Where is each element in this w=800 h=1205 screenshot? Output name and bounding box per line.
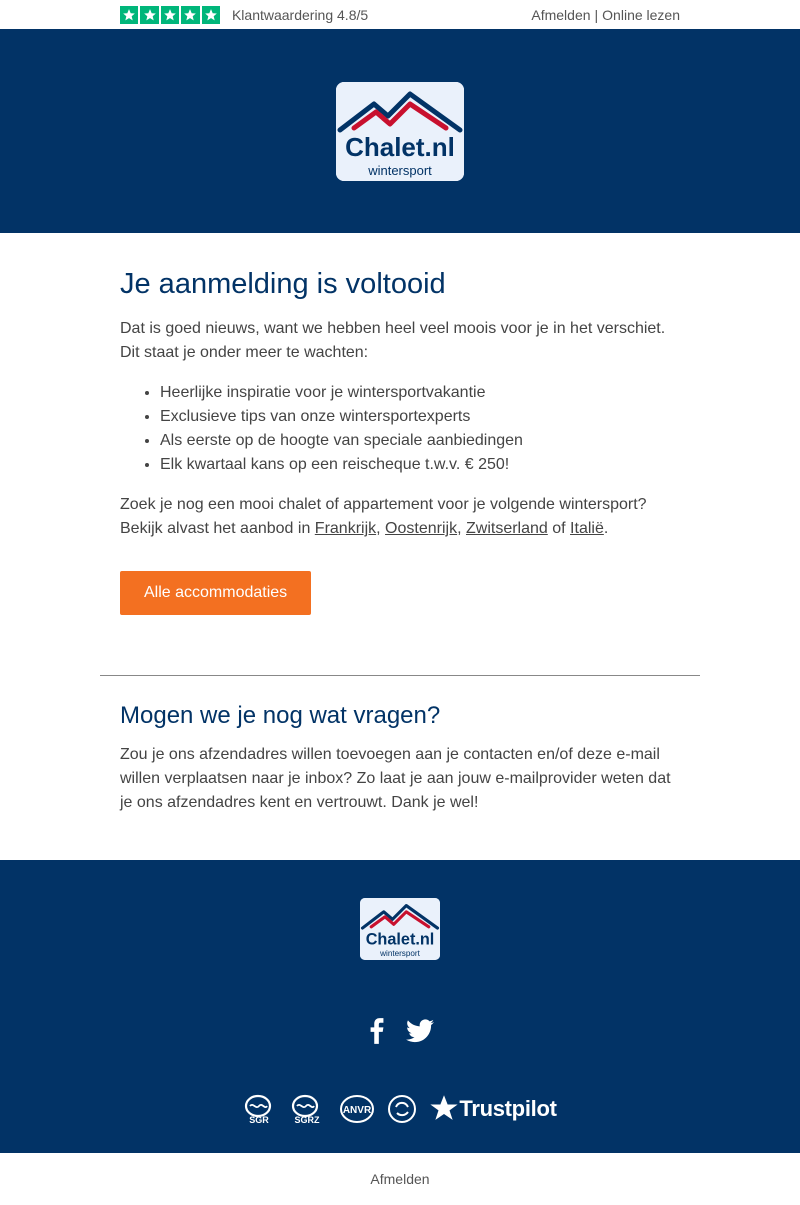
sgrz-label: SGRZ <box>294 1115 320 1124</box>
section-body: Zou je ons afzendadres willen toevoegen aan je contacten en/of deze e-mail willen verplaatsen naar je inbox? Zo laat je aan jouw e-mailprovider weten dat je ons afzendadres kent en vertrouwt. Dank je wel! <box>120 746 671 811</box>
trustpilot-label: Trustpilot <box>459 1096 557 1121</box>
list-item: • Exclusieve tips van onze wintersportexperts <box>160 405 680 429</box>
top-bar <box>0 0 800 29</box>
period: . <box>603 520 609 537</box>
logo-wordmark: Chalet.nl <box>365 930 435 949</box>
comma: , <box>376 520 381 537</box>
sgrz-badge <box>287 1094 327 1124</box>
country-link-france[interactable]: Frankrijk <box>314 520 377 537</box>
star-icon <box>161 6 179 24</box>
link-separator: | <box>594 6 599 23</box>
country-link-italy[interactable]: Italië <box>570 520 604 537</box>
footer-unsubscribe-link[interactable]: Afmelden <box>370 1171 430 1187</box>
intro-text: Dat is goed nieuws, want we hebben heel veel moois voor je in het verschiet. Dit staat je onder meer te wachten: <box>120 320 666 361</box>
browse-prefix: Bekijk alvast het aanbod in <box>120 520 311 537</box>
anvr-badge <box>339 1094 375 1124</box>
trustpilot-star-icon <box>429 1094 459 1124</box>
rating-stars <box>120 6 220 24</box>
country-link-austria[interactable]: Oostenrijk <box>385 520 458 537</box>
footer <box>0 860 800 1153</box>
list-item: • Als eerste op de hoogte van speciale aanbiedingen <box>160 429 680 453</box>
calamiteitenfonds-icon <box>387 1094 417 1124</box>
rating-text: Klantwaardering 4.8/5 <box>231 6 369 23</box>
chalet-logo[interactable] <box>336 82 464 181</box>
bottom-bar <box>0 1153 800 1205</box>
footer-chalet-logo[interactable] <box>360 898 440 960</box>
facebook-icon[interactable] <box>366 1018 388 1044</box>
header <box>0 29 800 233</box>
twitter-icon[interactable] <box>406 1018 434 1044</box>
trustpilot-badge <box>429 1094 556 1124</box>
membership-badges <box>0 1094 800 1124</box>
star-icon <box>140 6 158 24</box>
star-icon <box>120 6 138 24</box>
comma: , <box>457 520 462 537</box>
logo-tagline: wintersport <box>368 162 432 178</box>
list-item: • Heerlijke inspiratie voor je wintersportvakantie <box>160 381 680 405</box>
page-title: Je aanmelding is voltooid <box>120 268 446 300</box>
sgr-badge <box>243 1094 275 1124</box>
search-line: Zoek je nog een mooi chalet of appartement voor je volgende wintersport? <box>120 496 647 513</box>
question-section <box>0 676 800 815</box>
logo-wordmark: Chalet.nl <box>345 131 455 162</box>
section-title: Mogen we je nog wat vragen? <box>120 702 441 729</box>
main-content <box>0 233 800 615</box>
top-links <box>531 7 680 23</box>
social-links <box>0 1018 800 1044</box>
all-accommodations-button[interactable]: Alle accommodaties <box>120 571 311 615</box>
star-icon <box>181 6 199 24</box>
star-icon <box>202 6 220 24</box>
or-word: of <box>552 520 566 537</box>
unsubscribe-link[interactable]: Afmelden <box>531 6 591 23</box>
sgr-label: SGR <box>249 1115 270 1124</box>
customer-rating <box>120 6 368 24</box>
read-online-link[interactable]: Online lezen <box>602 6 680 23</box>
country-link-switzerland[interactable]: Zwitserland <box>465 520 548 537</box>
browse-text <box>120 493 680 541</box>
perks-list <box>160 381 680 477</box>
logo-tagline: wintersport <box>380 949 420 959</box>
list-item: • Elk kwartaal kans op een reischeque t.w.v. € 250! <box>160 453 680 477</box>
anvr-label: ANVR <box>343 1105 372 1116</box>
